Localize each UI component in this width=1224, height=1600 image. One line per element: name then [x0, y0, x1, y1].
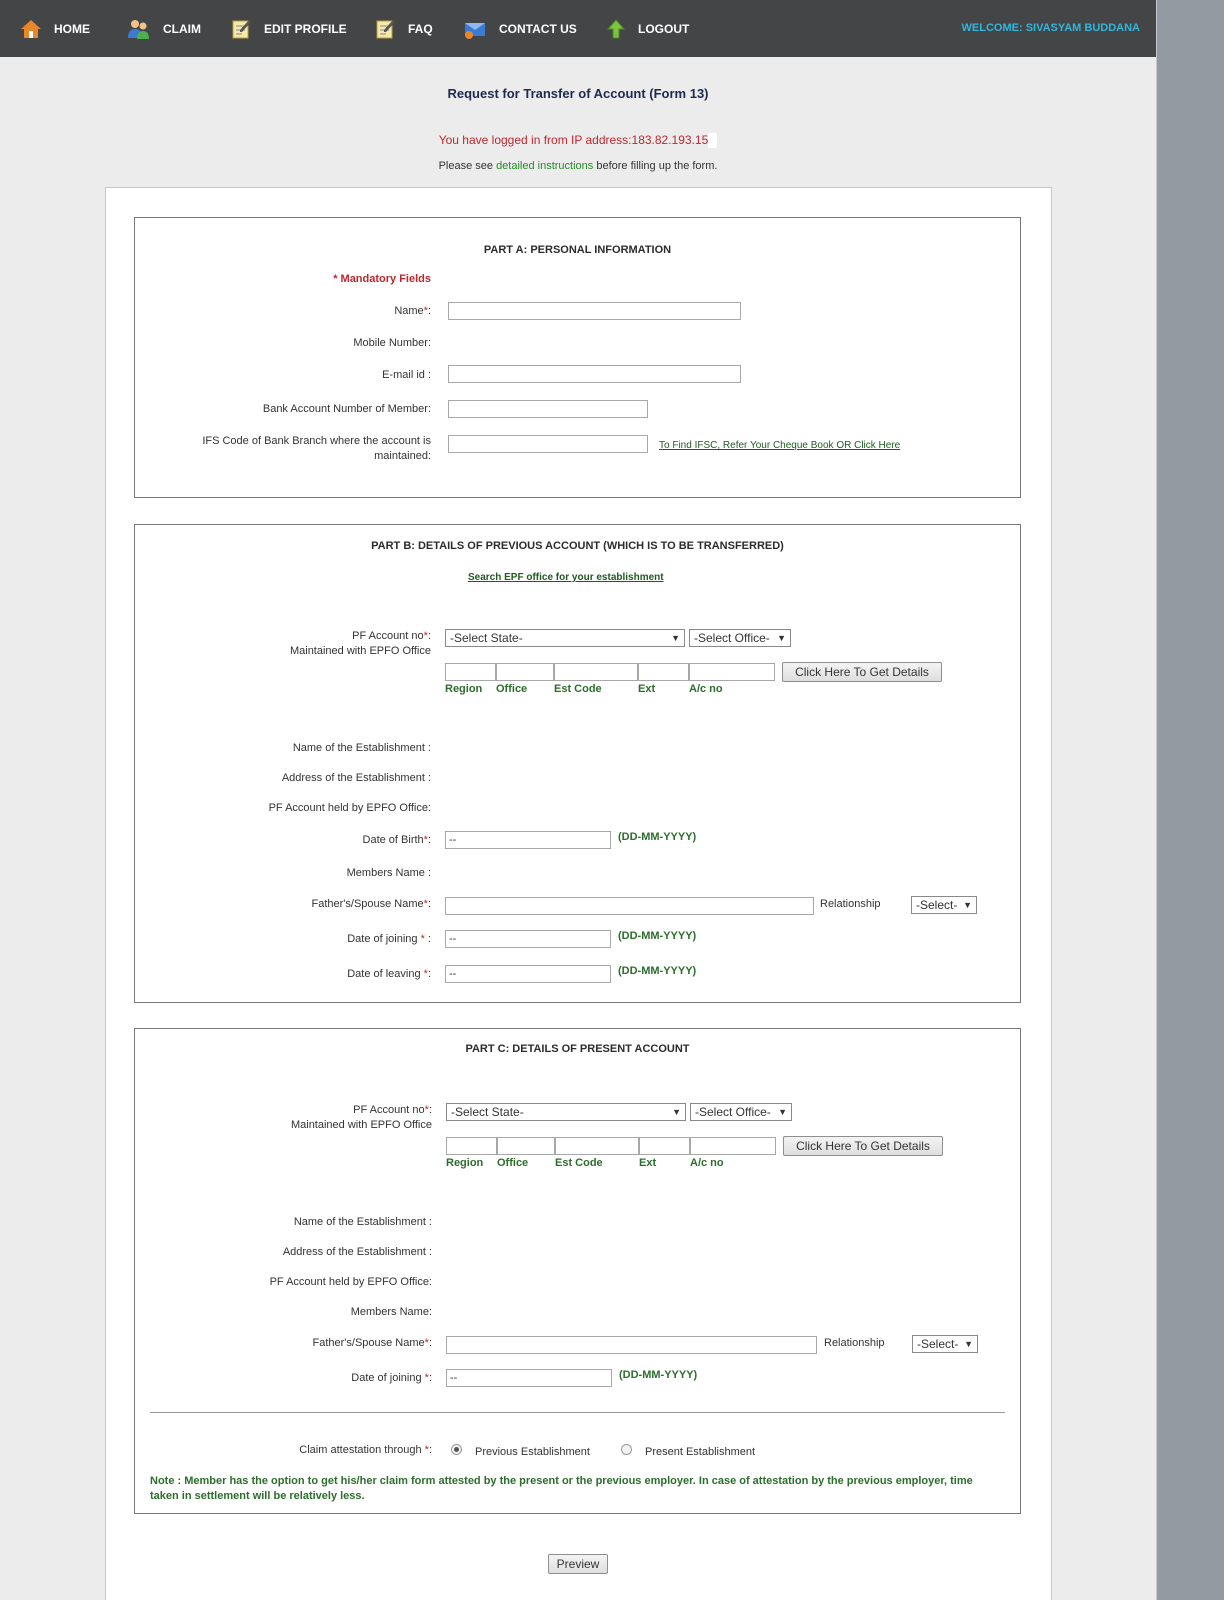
region-sublabel: Region — [445, 683, 483, 695]
nav-claim-label: CLAIM — [163, 21, 201, 36]
father-spouse-label: Father's/Spouse Name*: — [311, 898, 431, 910]
mandatory-note: * Mandatory Fields — [333, 273, 431, 285]
state-select[interactable]: -Select State- ▼ — [445, 629, 685, 647]
pf-account-label-present: PF Account no*: Maintained with EPFO Office — [290, 1104, 432, 1131]
nav-faq[interactable] — [376, 0, 433, 57]
arrow-up-icon — [606, 18, 626, 40]
office-code-input[interactable] — [496, 663, 554, 681]
office-sublabel-present: Office — [497, 1157, 529, 1169]
doj-input[interactable] — [445, 930, 611, 948]
nav-home[interactable] — [20, 0, 90, 57]
est-address-label-present: Address of the Establishment : — [282, 1246, 432, 1258]
part-c-section — [134, 1028, 1021, 1514]
region-input[interactable] — [445, 663, 496, 681]
radio-present-establishment[interactable] — [621, 1444, 632, 1455]
attestation-note: Note : Member has the option to get his/her claim form attested by the present or the previous employer. In case of attestation by the previous employer, time taken in settlement will be relatively less. — [150, 1475, 973, 1502]
get-details-button-present[interactable]: Click Here To Get Details — [783, 1136, 943, 1156]
doj-label-present: Date of joining *: — [351, 1372, 432, 1384]
father-spouse-input-present[interactable] — [446, 1336, 817, 1354]
office-select[interactable]: -Select Office- ▼ — [689, 629, 791, 647]
detailed-instructions-link[interactable]: detailed instructions — [496, 160, 594, 172]
page-title: Request for Transfer of Account (Form 13) — [447, 86, 709, 101]
nav-edit-profile[interactable] — [232, 0, 347, 57]
part-a-title: PART A: PERSONAL INFORMATION — [483, 244, 672, 256]
chevron-down-icon: ▼ — [778, 1107, 787, 1117]
ext-sublabel-present: Ext — [639, 1157, 657, 1169]
nav-contact-us[interactable] — [463, 0, 577, 57]
ifsc-label: IFS Code of Bank Branch where the account is maintained: — [202, 435, 431, 462]
office-sublabel: Office — [496, 683, 528, 695]
nav-claim[interactable] — [127, 0, 201, 57]
state-select-present[interactable]: -Select State- ▼ — [446, 1103, 686, 1121]
father-spouse-label-present: Father's/Spouse Name*: — [312, 1337, 432, 1349]
est-code-sublabel: Est Code — [554, 683, 602, 695]
part-a-section — [134, 217, 1021, 498]
instructions-pre: Please see — [438, 160, 497, 172]
ip-notice — [0, 133, 1156, 148]
dol-label: Date of leaving *: — [347, 968, 431, 980]
ifsc-input[interactable] — [448, 435, 648, 453]
part-b-section — [134, 524, 1021, 1003]
est-code-input-present[interactable] — [555, 1137, 639, 1155]
welcome-text: WELCOME: SIVASYAM BUDDANA — [961, 22, 1140, 34]
ac-no-sublabel-present: A/c no — [690, 1157, 724, 1169]
relationship-select-present[interactable]: -Select- ▼ — [912, 1335, 978, 1353]
est-code-input[interactable] — [554, 663, 638, 681]
instructions-post: before filling up the form. — [593, 160, 718, 172]
dol-input[interactable] — [445, 965, 611, 983]
doj-format-hint-present: (DD-MM-YYYY) — [619, 1369, 698, 1381]
est-name-label: Name of the Establishment : — [292, 742, 431, 754]
attestation-label: Claim attestation through *: — [299, 1444, 432, 1456]
relationship-label: Relationship — [820, 898, 881, 910]
bank-account-input[interactable] — [448, 400, 648, 418]
pf-account-label: PF Account no*: Maintained with EPFO Office — [289, 630, 431, 657]
ip-text: You have logged in from IP address:183.82.193.15 — [438, 133, 709, 147]
edit-icon — [232, 18, 252, 40]
home-icon — [20, 18, 42, 40]
nav-faq-label: FAQ — [408, 21, 433, 36]
chevron-down-icon: ▼ — [672, 1107, 681, 1117]
ac-no-sublabel: A/c no — [689, 683, 723, 695]
nav-logout-label: LOGOUT — [638, 21, 690, 36]
nav-logout[interactable] — [606, 0, 689, 57]
office-select-present[interactable]: -Select Office- ▼ — [690, 1103, 792, 1121]
part-b-title: PART B: DETAILS OF PREVIOUS ACCOUNT (WHICH IS TO BE TRANSFERRED) — [371, 540, 784, 552]
ext-input[interactable] — [638, 663, 689, 681]
instructions-line — [0, 160, 1156, 172]
dol-format-hint: (DD-MM-YYYY) — [618, 965, 697, 977]
previous-establishment-label: Previous Establishment — [475, 1446, 590, 1458]
doj-label: Date of joining * : — [347, 933, 431, 945]
present-establishment-label: Present Establishment — [645, 1446, 756, 1458]
search-epf-office-link[interactable]: Search EPF office for your establishment — [468, 572, 664, 583]
ip-mask — [708, 133, 717, 148]
pf-held-label: PF Account held by EPFO Office: — [268, 802, 431, 814]
mobile-label: Mobile Number: — [353, 337, 431, 349]
pf-held-label-present: PF Account held by EPFO Office: — [269, 1276, 432, 1288]
ext-sublabel: Ext — [638, 683, 656, 695]
nav-contact-us-label: CONTACT US — [499, 21, 577, 36]
get-details-button[interactable]: Click Here To Get Details — [782, 662, 942, 682]
radio-previous-establishment[interactable] — [451, 1444, 462, 1455]
dob-format-hint: (DD-MM-YYYY) — [618, 831, 697, 843]
email-label: E-mail id : — [382, 369, 431, 381]
name-label: Name*: — [394, 305, 431, 317]
section-divider — [150, 1412, 1005, 1413]
members-name-label-present: Members Name: — [350, 1306, 432, 1318]
preview-button[interactable]: Preview — [548, 1554, 608, 1574]
email-input[interactable] — [448, 365, 741, 383]
chevron-down-icon: ▼ — [964, 1339, 973, 1349]
region-sublabel-present: Region — [446, 1157, 484, 1169]
ac-no-input[interactable] — [689, 663, 775, 681]
chevron-down-icon: ▼ — [671, 633, 680, 643]
dob-input[interactable] — [445, 831, 611, 849]
ext-input-present[interactable] — [639, 1137, 690, 1155]
nav-edit-profile-label: EDIT PROFILE — [264, 21, 347, 36]
find-ifsc-link[interactable]: To Find IFSC, Refer Your Cheque Book OR Click Here — [659, 440, 901, 451]
notepad-icon — [376, 18, 396, 40]
region-input-present[interactable] — [446, 1137, 497, 1155]
nav-home-label: HOME — [54, 21, 90, 36]
office-code-input-present[interactable] — [497, 1137, 555, 1155]
doj-input-present[interactable] — [446, 1369, 612, 1387]
users-icon — [127, 18, 151, 40]
form-container — [105, 187, 1052, 1600]
contact-icon — [463, 18, 487, 40]
est-code-sublabel-present: Est Code — [555, 1157, 603, 1169]
part-c-title: PART C: DETAILS OF PRESENT ACCOUNT — [465, 1043, 690, 1055]
father-spouse-input[interactable] — [445, 897, 814, 915]
est-name-label-present: Name of the Establishment : — [293, 1216, 432, 1228]
chevron-down-icon: ▼ — [963, 900, 972, 910]
chevron-down-icon: ▼ — [777, 633, 786, 643]
top-nav-bar — [0, 0, 1156, 57]
doj-format-hint: (DD-MM-YYYY) — [618, 930, 697, 942]
dob-label: Date of Birth*: — [362, 834, 431, 846]
bank-account-label: Bank Account Number of Member: — [262, 403, 431, 415]
relationship-label-present: Relationship — [824, 1337, 885, 1349]
members-name-label: Members Name : — [346, 867, 431, 879]
name-input[interactable] — [448, 302, 741, 320]
ac-no-input-present[interactable] — [690, 1137, 776, 1155]
est-address-label: Address of the Establishment : — [281, 772, 431, 784]
relationship-select[interactable]: -Select- ▼ — [911, 896, 977, 914]
